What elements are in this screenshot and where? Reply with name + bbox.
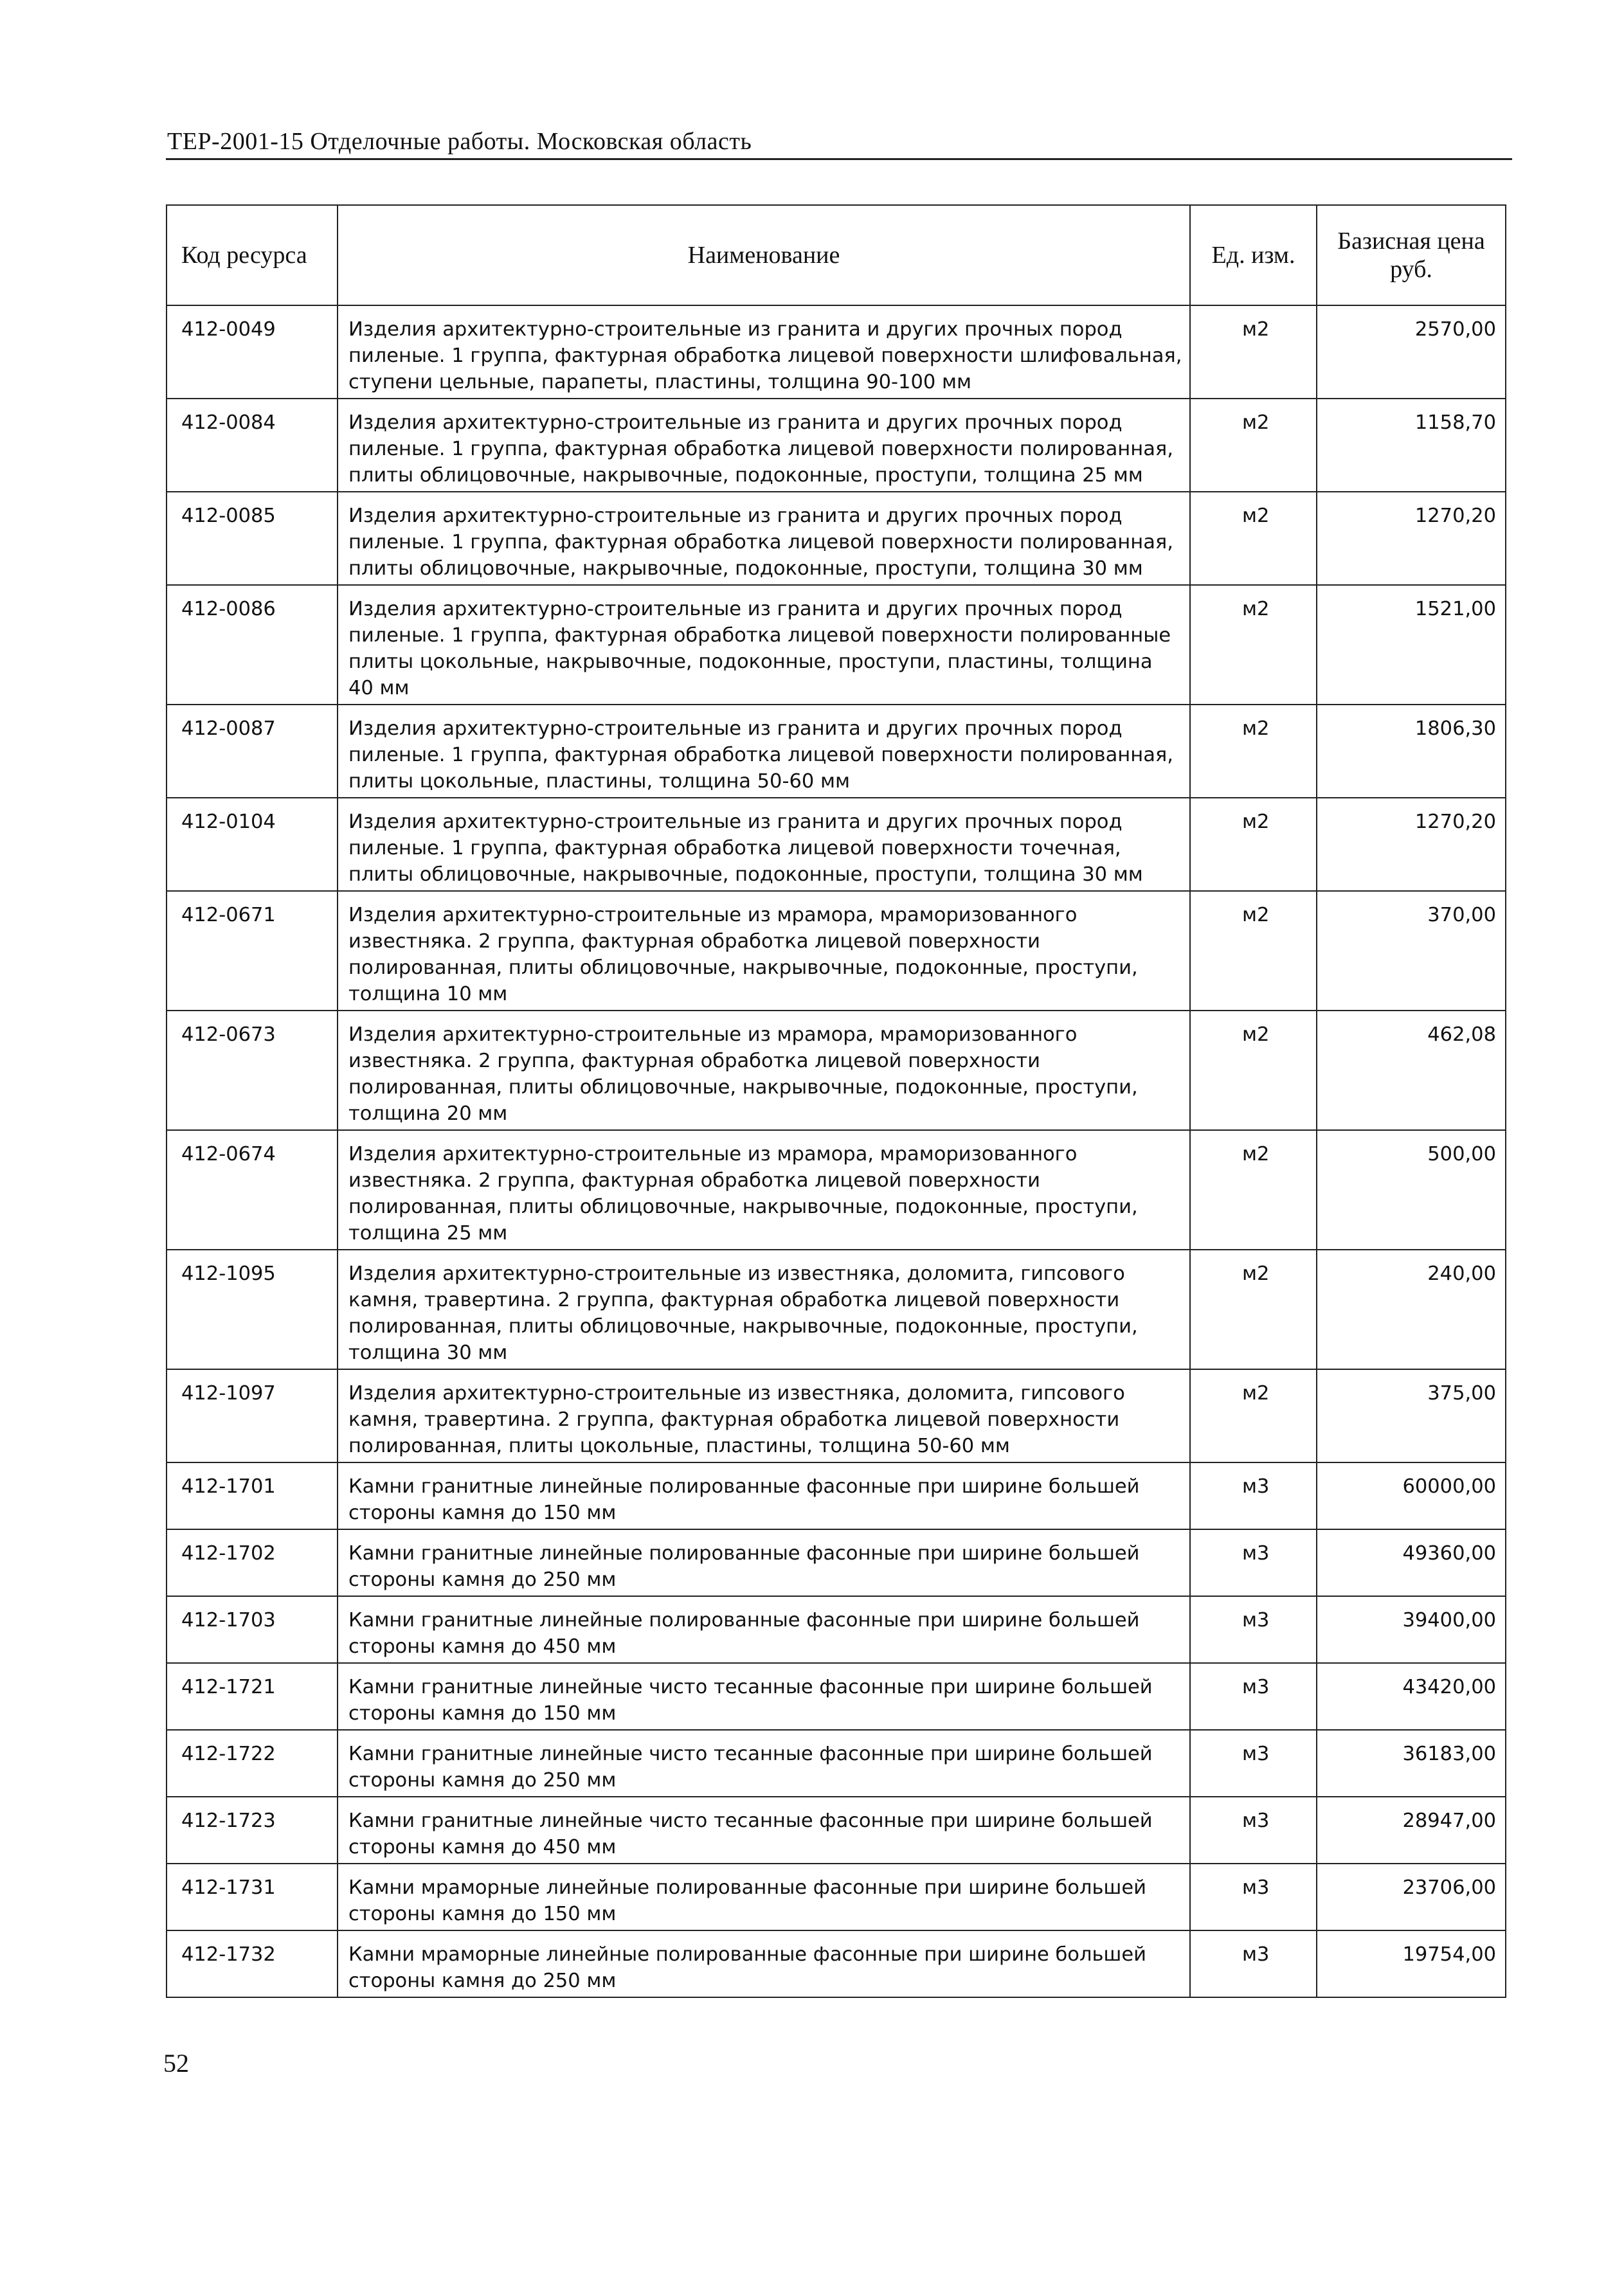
table-row [167, 1730, 1506, 1797]
resource-name: Изделия архитектурно-строительные из гранита и других прочных пород пиленые. 1 группа, фактурная обработка лицевой поверхности точечная, плиты облицовочные, накрывочные, подоконные, проступи, толщина 30 мм [338, 798, 1190, 891]
table-row [167, 1596, 1506, 1663]
resource-name: Изделия архитектурно-строительные из гранита и других прочных пород пиленые. 1 группа, фактурная обработка лицевой поверхности полированные плиты цокольные, накрывочные, подоконные, проступи, пластины, толщина 40 мм [338, 585, 1190, 705]
resource-name: Изделия архитектурно-строительные из известняка, доломита, гипсового камня, травертина. 2 группа, фактурная обработка лицевой поверхности полированная, плиты цокольные, пластины, толщина 50-60 мм [338, 1369, 1190, 1462]
resource-name: Камни гранитные линейные полированные фасонные при ширине большей стороны камня до 250 мм [338, 1529, 1190, 1596]
resource-code: 412-1721 [167, 1663, 338, 1730]
unit-of-measure: м2 [1190, 1250, 1317, 1369]
base-price: 500,00 [1317, 1130, 1506, 1250]
resource-code: 412-1722 [167, 1730, 338, 1797]
base-price: 370,00 [1317, 891, 1506, 1011]
resource-code: 412-0671 [167, 891, 338, 1011]
table-row [167, 1864, 1506, 1930]
base-price: 49360,00 [1317, 1529, 1506, 1596]
resource-code: 412-1731 [167, 1864, 338, 1930]
unit-of-measure: м2 [1190, 798, 1317, 891]
base-price: 43420,00 [1317, 1663, 1506, 1730]
base-price: 19754,00 [1317, 1930, 1506, 1997]
table-row [167, 705, 1506, 798]
resource-name: Камни гранитные линейные полированные фасонные при ширине большей стороны камня до 450 мм [338, 1596, 1190, 1663]
column-header-price: Базисная цена руб. [1317, 205, 1506, 305]
resource-name: Камни мраморные линейные полированные фасонные при ширине большей стороны камня до 150 мм [338, 1864, 1190, 1930]
unit-of-measure: м2 [1190, 705, 1317, 798]
unit-of-measure: м3 [1190, 1930, 1317, 1997]
table-row [167, 1462, 1506, 1529]
resource-name: Камни гранитные линейные чисто тесанные фасонные при ширине большей стороны камня до 250 мм [338, 1730, 1190, 1797]
unit-of-measure: м2 [1190, 585, 1317, 705]
table-row [167, 1011, 1506, 1130]
table-row [167, 1797, 1506, 1864]
resource-name: Изделия архитектурно-строительные из гранита и других прочных пород пиленые. 1 группа, фактурная обработка лицевой поверхности шлифовальная, ступени цельные, парапеты, пластины, толщина 90-100 мм [338, 305, 1190, 399]
resource-name: Камни мраморные линейные полированные фасонные при ширине большей стороны камня до 250 мм [338, 1930, 1190, 1997]
table-row [167, 891, 1506, 1011]
table-header-row [167, 205, 1506, 305]
unit-of-measure: м2 [1190, 1369, 1317, 1462]
unit-of-measure: м3 [1190, 1462, 1317, 1529]
resource-name: Камни гранитные линейные полированные фасонные при ширине большей стороны камня до 150 мм [338, 1462, 1190, 1529]
column-header-unit: Ед. изм. [1190, 205, 1317, 305]
resource-code: 412-0104 [167, 798, 338, 891]
resource-code: 412-0673 [167, 1011, 338, 1130]
base-price: 23706,00 [1317, 1864, 1506, 1930]
resource-code: 412-1732 [167, 1930, 338, 1997]
resource-code: 412-0086 [167, 585, 338, 705]
resource-name: Изделия архитектурно-строительные из гранита и других прочных пород пиленые. 1 группа, фактурная обработка лицевой поверхности полированная, плиты облицовочные, накрывочные, подоконные, проступи, толщина 25 мм [338, 399, 1190, 492]
resource-name: Изделия архитектурно-строительные из известняка, доломита, гипсового камня, травертина. 2 группа, фактурная обработка лицевой поверхности полированная, плиты облицовочные, накрывочные, подоконные, проступи, толщина 30 мм [338, 1250, 1190, 1369]
resource-name: Камни гранитные линейные чисто тесанные фасонные при ширине большей стороны камня до 150 мм [338, 1663, 1190, 1730]
resource-name: Камни гранитные линейные чисто тесанные фасонные при ширине большей стороны камня до 450 мм [338, 1797, 1190, 1864]
table-row [167, 1930, 1506, 1997]
base-price: 28947,00 [1317, 1797, 1506, 1864]
resource-price-table [166, 204, 1506, 1998]
table-row [167, 1369, 1506, 1462]
resource-code: 412-1702 [167, 1529, 338, 1596]
page-number: 52 [163, 2049, 189, 2078]
resource-code: 412-1701 [167, 1462, 338, 1529]
unit-of-measure: м2 [1190, 891, 1317, 1011]
resource-name: Изделия архитектурно-строительные из мрамора, мраморизованного известняка. 2 группа, фактурная обработка лицевой поверхности полированная, плиты облицовочные, накрывочные, подоконные, проступи, толщина 20 мм [338, 1011, 1190, 1130]
resource-code: 412-0085 [167, 492, 338, 585]
unit-of-measure: м2 [1190, 1011, 1317, 1130]
resource-code: 412-1723 [167, 1797, 338, 1864]
unit-of-measure: м3 [1190, 1864, 1317, 1930]
base-price: 36183,00 [1317, 1730, 1506, 1797]
table-body [167, 305, 1506, 1997]
unit-of-measure: м2 [1190, 305, 1317, 399]
base-price: 240,00 [1317, 1250, 1506, 1369]
resource-code: 412-1703 [167, 1596, 338, 1663]
unit-of-measure: м2 [1190, 399, 1317, 492]
unit-of-measure: м3 [1190, 1529, 1317, 1596]
table-row [167, 305, 1506, 399]
resource-code: 412-0087 [167, 705, 338, 798]
unit-of-measure: м3 [1190, 1596, 1317, 1663]
unit-of-measure: м3 [1190, 1797, 1317, 1864]
base-price: 60000,00 [1317, 1462, 1506, 1529]
base-price: 1806,30 [1317, 705, 1506, 798]
base-price: 375,00 [1317, 1369, 1506, 1462]
page-header [166, 126, 1512, 160]
resource-code: 412-0674 [167, 1130, 338, 1250]
resource-name: Изделия архитектурно-строительные из мрамора, мраморизованного известняка. 2 группа, фактурная обработка лицевой поверхности полированная, плиты облицовочные, накрывочные, подоконные, проступи, толщина 25 мм [338, 1130, 1190, 1250]
column-header-name: Наименование [338, 205, 1190, 305]
resource-name: Изделия архитектурно-строительные из мрамора, мраморизованного известняка. 2 группа, фактурная обработка лицевой поверхности полированная, плиты облицовочные, накрывочные, подоконные, проступи, толщина 10 мм [338, 891, 1190, 1011]
resource-code: 412-0049 [167, 305, 338, 399]
unit-of-measure: м2 [1190, 1130, 1317, 1250]
resource-name: Изделия архитектурно-строительные из гранита и других прочных пород пиленые. 1 группа, фактурная обработка лицевой поверхности полированная, плиты цокольные, пластины, толщина 50-60 мм [338, 705, 1190, 798]
table-row [167, 492, 1506, 585]
unit-of-measure: м3 [1190, 1730, 1317, 1797]
table-row [167, 798, 1506, 891]
table-row [167, 1250, 1506, 1369]
base-price: 1270,20 [1317, 798, 1506, 891]
base-price: 2570,00 [1317, 305, 1506, 399]
resource-name: Изделия архитектурно-строительные из гранита и других прочных пород пиленые. 1 группа, фактурная обработка лицевой поверхности полированная, плиты облицовочные, накрывочные, подоконные, проступи, толщина 30 мм [338, 492, 1190, 585]
resource-code: 412-1095 [167, 1250, 338, 1369]
unit-of-measure: м3 [1190, 1663, 1317, 1730]
table-row [167, 399, 1506, 492]
base-price: 1270,20 [1317, 492, 1506, 585]
table-row [167, 1529, 1506, 1596]
unit-of-measure: м2 [1190, 492, 1317, 585]
base-price: 462,08 [1317, 1011, 1506, 1130]
table-row [167, 585, 1506, 705]
resource-code: 412-0084 [167, 399, 338, 492]
document-title: ТЕР-2001-15 Отделочные работы. Московская область [167, 128, 752, 155]
base-price: 1158,70 [1317, 399, 1506, 492]
table-row [167, 1130, 1506, 1250]
table-row [167, 1663, 1506, 1730]
column-header-code: Код ресурса [167, 205, 338, 305]
base-price: 1521,00 [1317, 585, 1506, 705]
resource-code: 412-1097 [167, 1369, 338, 1462]
base-price: 39400,00 [1317, 1596, 1506, 1663]
